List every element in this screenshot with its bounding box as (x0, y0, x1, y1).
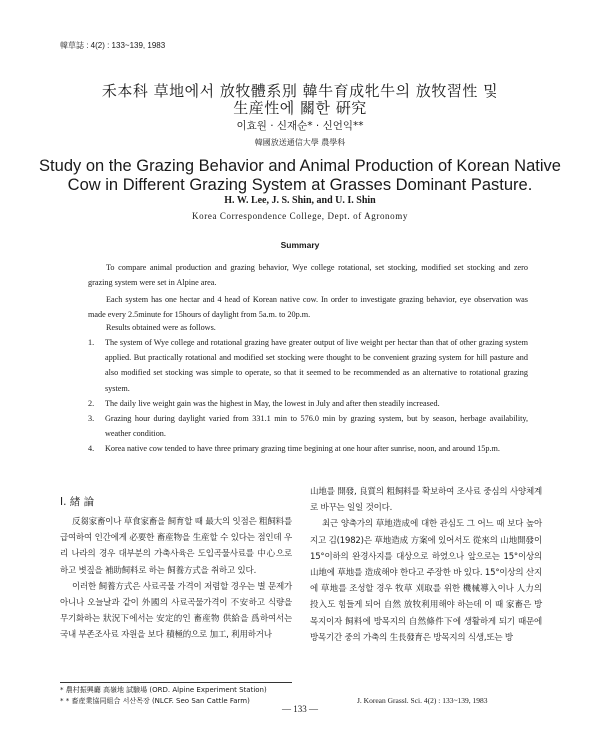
item-number: 1. (88, 338, 95, 347)
english-title-line1: Study on the Grazing Behavior and Animal Production of Korean Native (39, 157, 561, 175)
english-authors: H. W. Lee, J. S. Shin, and U. I. Shin (224, 195, 376, 206)
korean-authors: 이효원 · 신재순* · 신언익** (236, 120, 364, 132)
footnote: * 農村振興廳 高嶺地 試驗場 (ORD. Alpine Experiment Station) (60, 686, 267, 694)
left-column-body (60, 514, 292, 644)
footnote-divider (60, 682, 292, 683)
body-paragraph: 이러한 飼養方式은 사료곡물 가격이 저렴할 경우는 별 문제가 아니나 오늘날과 같이 外國의 사료곡물가격이 不安하고 식량을 무기화하는 狀況下에서는 安定的인 畜産物 供給을 爲하여서는 국내 부존조사료 자원을 보다 積極的으로 加工, 利用하거나 (60, 581, 292, 641)
english-affiliation: Korea Correspondence College, Dept. of Agronomy (192, 211, 408, 221)
summary-paragraph: Each system has one hectar and 4 head of Korean native cow. In order to investigate grazing behavior, eye observation was made every 2.5minute for 15hours of daylight from 5a.m. to 20p.m. (88, 295, 528, 319)
english-title-line2: Cow in Different Grazing System at Grasses Dominant Pasture. (67, 176, 533, 194)
korean-title-line1: 禾本科 草地에서 放牧體系別 韓牛育成牝牛의 放牧習性 및 (101, 82, 499, 100)
footnote: * * 畜産業協同組合 서산목장 (NLCF. Seo San Cattle Farm) (60, 697, 250, 705)
summary-paragraph: Results obtained were as follows. (106, 323, 216, 332)
summary-paragraph: To compare animal production and grazing behavior, Wye college rotational, set stocking, modified set stocking and zero grazing system were set in Alpine area. (88, 263, 528, 287)
journal-footer-reference: J. Korean Grassl. Sci. 4(2) : 133~139, 1983 (357, 696, 488, 705)
korean-title-line2: 生産性에 關한 硏究 (233, 99, 367, 117)
summary-item (88, 411, 528, 441)
item-text: Korea native cow tended to have three primary grazing time begining at one hour after sunrise, noon, and around 15p.m. (105, 444, 500, 453)
summary-item (88, 396, 528, 411)
item-text: The system of Wye college and rotational grazing have greater output of live weight per hectar than that of other grazing system applied. But practically rotational and modified set stocking were thought to be convenient grazing system for hill pasture and also modified set stocking was simple to operate, so that it seemed to be recommended as an alternative to rotational grazing system. (105, 338, 528, 393)
page-number: — 133 — (282, 704, 318, 714)
item-number: 2. (88, 399, 95, 408)
section-heading-introduction: I. 緖 論 (60, 496, 95, 508)
summary-item (88, 441, 528, 456)
item-number: 3. (88, 414, 95, 423)
body-paragraph: 최근 양축가의 草地造成에 대한 관심도 그 어느 때 보다 높아지고 김(1982)은 草地造成 方案에 있어서도 從來의 山地開發이 15°이하의 완경사지를 대상으로 하였으나 앞으로는 15°이상의 山地에 草地를 造成해야 한다고 주장한 바 있다. 15°이상의 산지에 草地를 조성할 경우 牧草 刈取를 위한 機械導入이나 人力의 投入도 힘들게 되어 自然 放牧利用해야 하는데 이 때 家畜은 방목지이자 飼料에 방목지의 自然條件下에 생활하게 되기 때문에 방목기간 중의 가축의 生長發育은 방목지의 식생,또는 방 (310, 519, 542, 643)
body-paragraph: 反芻家畜이나 草食家畜을 飼育할 때 最大의 잇점은 粗飼料를 급여하여 인간에게 必要한 畜産物을 生産할 수 있다는 점인데 우리 나라의 경우 대부분의 가축사육은 도입곡물사료를 中心으로 하고 볏짚을 補助飼料로 하는 飼養方式을 취하고 있다. (60, 517, 292, 576)
summary-heading: Summary (280, 240, 320, 250)
journal-reference: 韓草誌 : 4(2) : 133~139, 1983 (60, 41, 166, 50)
body-paragraph: 山地를 開發, 良質의 粗飼料를 확보하여 조사료 중심의 사양체계로 바꾸는 일일 것이다. (310, 487, 542, 514)
item-number: 4. (88, 444, 95, 453)
summary-item (88, 335, 528, 396)
korean-affiliation: 韓國放送通信大學 農學科 (254, 138, 346, 147)
right-column-body (310, 484, 542, 646)
item-text: The daily live weight gain was the highest in May, the lowest in July and after then steadily increased. (105, 399, 440, 408)
item-text: Grazing hour during daylight varied from 331.1 min to 576.0 min by grazing system, but by season, herbage availability, weather condition. (105, 414, 528, 439)
